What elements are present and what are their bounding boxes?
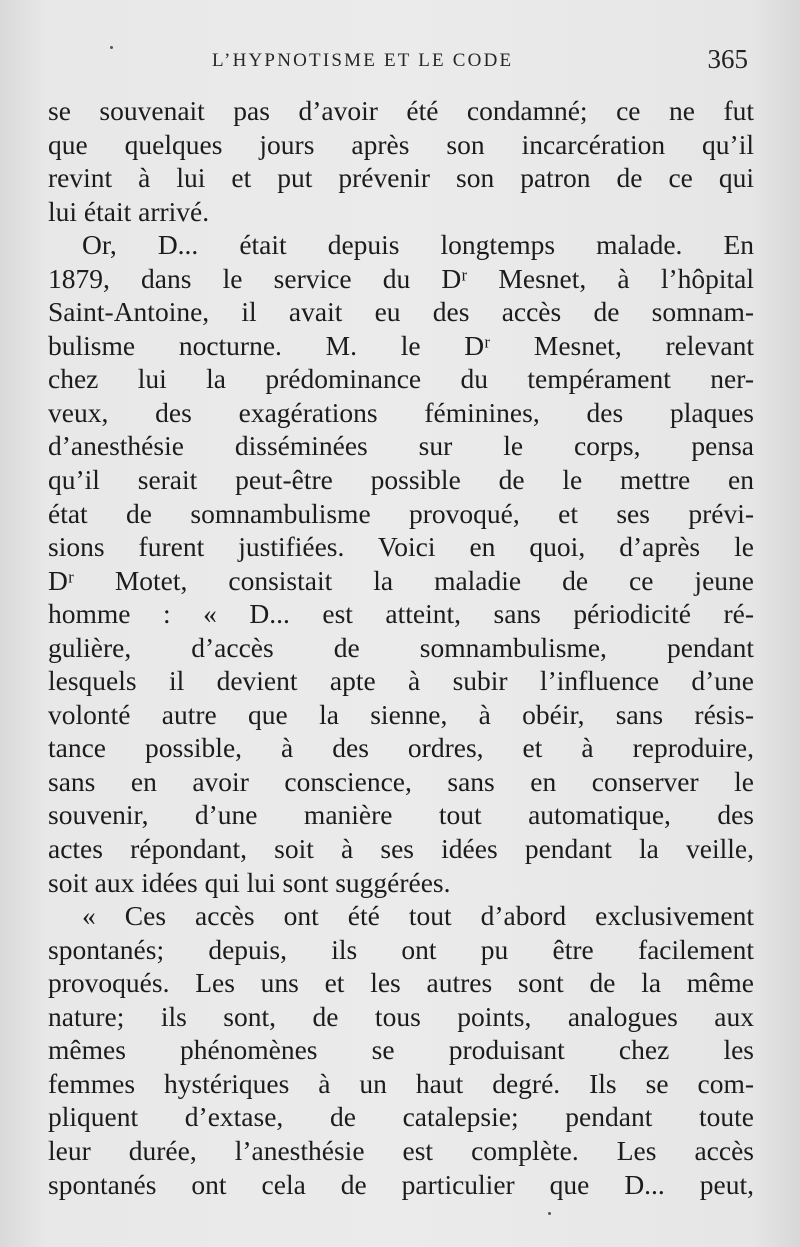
text-line: femmes hystériques à un haut degré. Ils se com- <box>48 1067 754 1099</box>
text-line: Dʳ Motet, consistait la maladie de ce jeune <box>48 564 754 596</box>
text-line: sans en avoir conscience, sans en conserver le <box>48 765 754 797</box>
text-line: soit aux idées qui lui sont suggérées. <box>48 866 451 898</box>
text-line: spontanés ont cela de particulier que D... peut, <box>48 1168 754 1200</box>
ink-speck <box>548 1212 551 1215</box>
text-line: 1879, dans le service du Dʳ Mesnet, à l’hôpital <box>48 262 754 294</box>
text-line: actes répondant, soit à ses idées pendant la veille, <box>48 833 754 865</box>
text-line: provoqués. Les uns et les autres sont de la même <box>48 967 754 999</box>
text-line: que quelques jours après son incarcération qu’il <box>48 128 754 160</box>
ink-speck <box>110 46 113 49</box>
text-line: homme : « D... est atteint, sans périodicité ré- <box>48 598 754 630</box>
text-line: « Ces accès ont été tout d’abord exclusivement <box>82 900 754 932</box>
text-line: volonté autre que la sienne, à obéir, sans résis- <box>48 698 754 730</box>
text-line: état de somnambulisme provoqué, et ses prévi- <box>48 497 754 529</box>
text-line: souvenir, d’une manière tout automatique, des <box>48 799 754 831</box>
text-line: revint à lui et put prévenir son patron de ce qui <box>48 162 754 194</box>
text-line: nature; ils sont, de tous points, analogues aux <box>48 1000 754 1032</box>
text-line: lesquels il devient apte à subir l’influence d’une <box>48 665 754 697</box>
text-line: Or, D... était depuis longtemps malade. En <box>82 229 754 261</box>
text-line: pliquent d’extase, de catalepsie; pendant toute <box>48 1101 754 1133</box>
text-line: chez lui la prédominance du tempérament ner- <box>48 363 754 395</box>
text-line: tance possible, à des ordres, et à reproduire, <box>48 732 754 764</box>
text-line: d’anesthésie disséminées sur le corps, pensa <box>48 430 754 462</box>
text-line: qu’il serait peut-être possible de le mettre en <box>48 464 754 496</box>
page-number: 365 <box>707 44 748 74</box>
text-line: sions furent justifiées. Voici en quoi, d’après le <box>48 531 754 563</box>
text-line: se souvenait pas d’avoir été condamné; ce ne fut <box>48 95 754 126</box>
text-line: bulisme nocturne. M. le Dʳ Mesnet, relevant <box>48 329 754 361</box>
text-line: veux, des exagérations féminines, des plaques <box>48 396 754 428</box>
text-line: lui était arrivé. <box>48 195 210 227</box>
running-head <box>0 44 800 78</box>
running-title: L’HYPNOTISME ET LE CODE <box>212 50 514 71</box>
body-text <box>48 94 754 1201</box>
text-line: Saint-Antoine, il avait eu des accès de somnam- <box>48 296 754 328</box>
text-line: mêmes phénomènes se produisant chez les <box>48 1034 754 1066</box>
text-line: spontanés; depuis, ils ont pu être facilement <box>48 933 754 965</box>
text-line: gulière, d’accès de somnambulisme, pendant <box>48 631 754 663</box>
text-line: leur durée, l’anesthésie est complète. Les accès <box>48 1134 754 1166</box>
